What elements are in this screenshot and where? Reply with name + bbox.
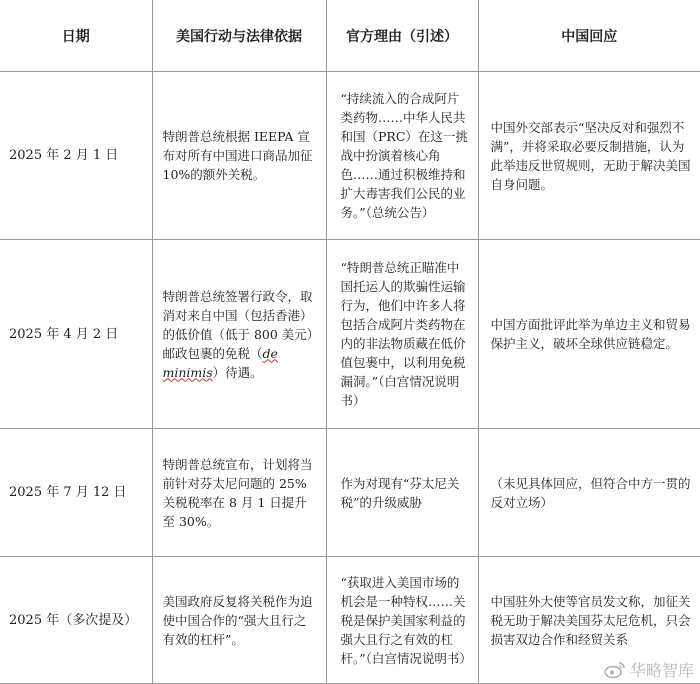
row-date: 2025 年 4 月 2 日 [0,240,152,429]
row-response: （未见具体回应，但符合中方一贯的反对立场） [478,429,700,557]
row-action: 特朗普总统根据 IEEPA 宣布对所有中国进口商品加征 10%的额外关税。 [152,72,326,240]
header-action: 美国行动与法律依据 [152,0,326,72]
header-response: 中国回应 [478,0,700,72]
watermark-text: 华略智库 [629,661,694,680]
table-row [0,72,700,240]
header-date: 日期 [0,0,152,72]
action-text-pre: 特朗普总统签署行政令，取消对来自中国（包括香港）的低价值（低于 800 美元）邮政包裹的免税（ [162,288,314,361]
de-minimis-term: de minimis [162,345,278,380]
row-action [152,240,326,429]
row-date: 2025 年 2 月 1 日 [0,72,152,240]
row-date: 2025 年（多次提及） [0,557,152,684]
header-row [0,0,700,72]
row-reason: “获取进入美国市场的机会是一种特权……关税是保护美国家利益的强大且行之有效的杠杆。”（白宫情况说明书） [326,557,478,684]
row-action: 美国政府反复将关税作为迫使中国合作的“强大且行之有效的杠杆”。 [152,557,326,684]
row-action: 特朗普总统宣布，计划将当前针对芬太尼问题的 25%关税税率在 8 月 1 日提升至 30%。 [152,429,326,557]
row-response: 中国方面批评此举为单边主义和贸易保护主义，破坏全球供应链稳定。 [478,240,700,429]
table-row [0,557,700,684]
row-response: 中国外交部表示“坚决反对和强烈不满”，并将采取必要反制措施，认为此举违反世贸规则，无助于解决美国自身问题。 [478,72,700,240]
header-reason: 官方理由（引述） [326,0,478,72]
row-response: 中国驻外大使等官员发文称，加征关税无助于解决美国芬太尼危机，只会损害双边合作和经贸关系 [478,557,700,684]
row-reason: “持续流入的合成阿片类药物……中华人民共和国（PRC）在这一挑战中扮演着核心角色……通过积极维持和扩大毒害我们公民的业务。”（总统公告） [326,72,478,240]
row-reason: 作为对现有“芬太尼关税”的升级威胁 [326,429,478,557]
action-text-post: ）待遇。 [212,364,263,380]
row-reason: “特朗普总统正瞄准中国托运人的欺骗性运输行为，他们中许多人将包括合成阿片类药物在内的非法物质藏在低价值包裹中，以利用免税漏洞。”（白宫情况说明书） [326,240,478,429]
row-date: 2025 年 7 月 12 日 [0,429,152,557]
table-row [0,240,700,429]
table-row [0,429,700,557]
